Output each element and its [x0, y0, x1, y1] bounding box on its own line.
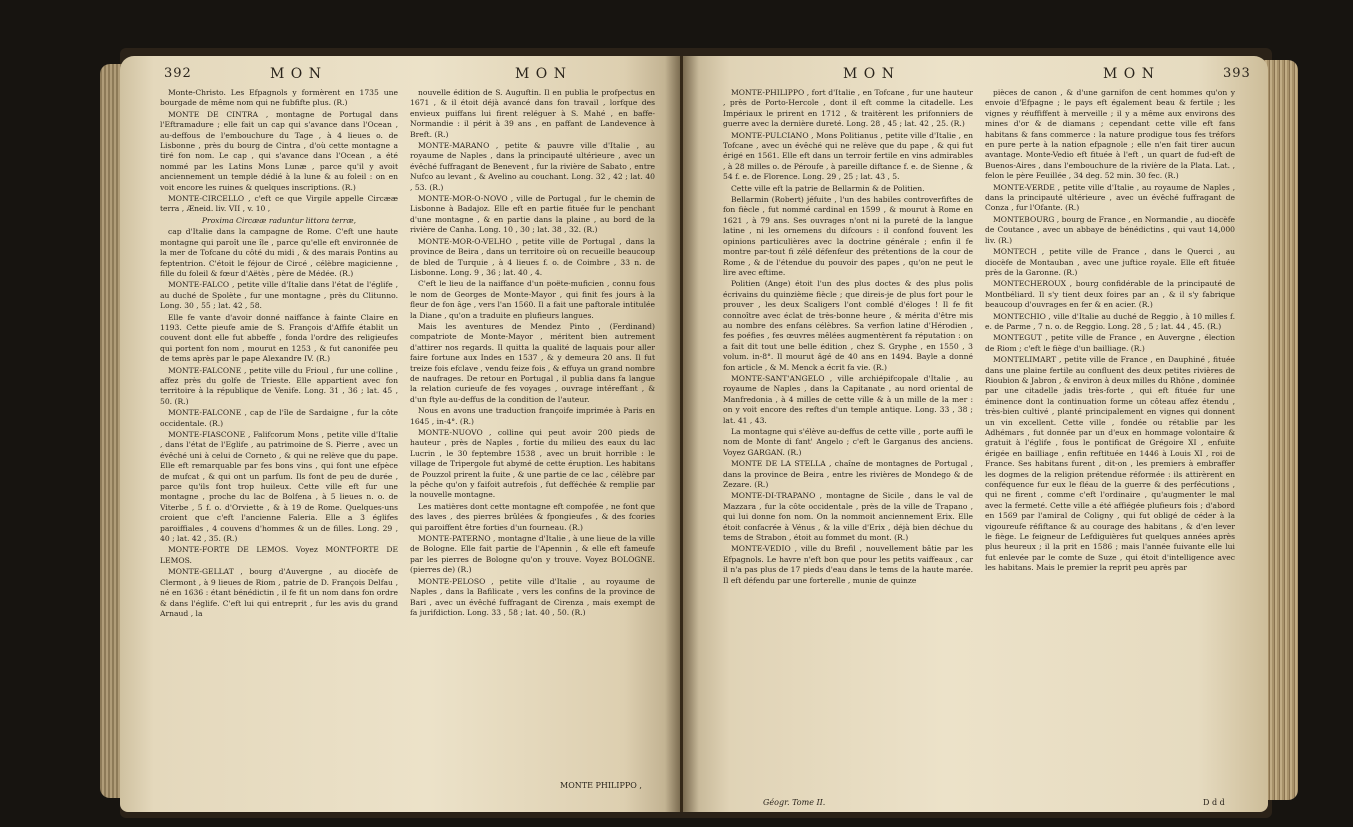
entry: MONTE-FORTE DE LEMOS. Voyez MONTFORTE DE LEMOS. — [160, 545, 398, 565]
left-column-1 — [160, 88, 398, 798]
entry: MONTELIMART , petite ville de France , en Dauphiné , fituée dans une plaine fertile au confluent des deux petites rivières de Rioubion & Jabron , & environ à deux milles du Rhône , dominée par une citadelle jadis très-forte , qui eft fituée fur une éminence dont la continuation forme un côteau affez étendu , très-bien cultivé , planté principalement en vignes qui donnent un vin excellent. Cette ville , fondée ou rétablie par les Adhémars , fut donnée par un d'eux en hommage volontaire & gratuit à l'églife , fous le pontificat de Grégoire XI , enfuite érigée en bailliage , enfin reftituée en 1446 à Louis XI , roi de France. Ses habitans furent , dit-on , les premiers à embraffer les dogmes de la religion prétendue réformée : ils attirèrent en conféquence fur eux le fléau de la guerre & des perfécutions , qui ne firent , comme c'eft l'ordinaire , qu'augmenter le mal avec la fermeté. Cette ville a été affiégée plufieurs fois ; d'abord en 1569 par l'amiral de Coligny , qui fut obligé de céder à la vigoureufe réfiftance & au courage des habitans , & d'en lever le fiège. Le feigneur de Lefdiguières fut quelques années après plus heureux ; il la prit en 1586 ; mais l'année fuivante elle lui fut enlevée par le comte de Suze , qui étoit d'intelligence avec les habitans. Mais le premier la reprit peu après par — [985, 355, 1235, 573]
entry: MONTE-FALCO , petite ville d'Italie dans l'état de l'églife , au duché de Spolète , fur une montagne , près du Clitunno. Long. 30 , 55 ; lat. 42 , 58. — [160, 280, 398, 311]
entry: MONTE-NUOVO , colline qui peut avoir 200 pieds de hauteur , près de Naples , fortie du milieu des eaux du lac Lucrin , le 30 feptembre 1538 , avec un bruit horrible : le village de Tripergole fut abymé de cette éruption. Les habitans de Pouzzol prirent la fuite , & une partie de ce lac , célèbre par la pêche qu'on y faifoit autrefois , fut defféchée & remplie par la nouvelle montagne. — [410, 428, 655, 500]
entry: Cette ville eft la patrie de Bellarmin & de Politien. — [731, 183, 925, 193]
right-catchword: D d d — [1203, 798, 1225, 807]
entry: Nous en avons une traduction françoife imprimée à Paris en 1645 , in-4°. (R.) — [410, 406, 655, 426]
entry: MONTE-CIRCELLO , c'eft ce que Virgile appelle Circææ terra , Æneid. liv. VII , v. 10 , — [160, 194, 398, 214]
entry: MONTE-PULCIANO , Mons Politianus , petite ville d'Italie , en Tofcane , avec un évêché qui ne relève que du pape , & qui fut érigé en 1561. Elle eft dans un terroir fertile en vins admirables , à 28 milles o. de Péroufe , à pareille diftance f. e. de Sienne , & 54 f. e. de Florence. Long. 29 , 25 ; lat. 43 , 5. — [723, 130, 973, 182]
signature-mark: Géogr. Tome II. — [763, 798, 826, 807]
entry: Politien (Ange) étoit l'un des plus doctes & des plus polis écrivains du quinzième fiècle ; que direis-je de plus fort pour le prouver , les deux Scaligers l'ont comblé d'éloges ! Il fe fit connoître avec éclat de très-bonne heure , & mérita d'être mis au nombre des enfans célèbres. Sa verfion latine d'Hérodien , fes poéfies , fes œuvres mêlées augmentèrent fa réputation : on a fait dit tout une belle édition , chez S. Gryphe , en 1550 , 3 volum. in-8°. Il mourut âgé de 40 ans en 1494. Bayle a donné fon article , & M. Menck a écrit fa vie. (R.) — [723, 279, 973, 372]
right-column-2 — [985, 88, 1235, 796]
entry: MONTECH , petite ville de France , dans le Querci , au diocèfe de Montauban , avec une juftice royale. Elle eft fituée près de la Garonne. (R.) — [985, 247, 1235, 277]
left-page — [120, 56, 680, 812]
left-column-2 — [410, 88, 655, 778]
right-page-number: 393 — [1223, 66, 1251, 81]
entry: MONTE-VERDE , petite ville d'Italie , au royaume de Naples , dans la principauté ultérieure , avec un évêché fuffragant de Conza , fur l'Ofante. (R.) — [985, 182, 1235, 213]
entry: MONTE-VEDIO , ville du Brefil , nouvellement bâtie par les Efpagnols. Le havre n'eft bon que pour les petits vaiffeaux , car il n'a pas plus de 17 pieds d'eau dans le tems de la haute marée. Il eft défendu par une forterelle , munie de quinze — [723, 544, 973, 585]
left-catchword: MONTE PHILIPPO , — [560, 781, 642, 790]
entry: MONTE DE LA STELLA , chaîne de montagnes de Portugal , dans la province de Beira , entre les rivières de Mondego & de Zezare. (R.) — [723, 459, 973, 490]
entry: MONTE-MOR-O-NOVO , ville de Portugal , fur le chemin de Lisbonne à Badajoz. Elle eft en partie fituée fur le penchant d'une montagne , & en partie dans la plaine , au bord de la rivière de Canha. Long. 10 , 30 ; lat. 38 , 32. (R.) — [410, 194, 655, 235]
right-column-1 — [723, 88, 973, 800]
entry: Monte-Christo. Les Efpagnols y formèrent en 1735 une bourgade de même nom qui ne fubfifte plus. (R.) — [160, 88, 398, 108]
left-running-head-2: M O N — [515, 66, 567, 82]
entry: MONTE-PATERNO , montagne d'Italie , à une lieue de la ville de Bologne. Elle fait partie de l'Apennin , & elle eft fameufe par les pierres de Bologne qu'on y trouve. Voyez BOLOGNE. (pierres de) (R.) — [410, 534, 655, 575]
entry: Les matières dont cette montagne eft compofée , ne font que des laves , des pierres brûlées & fpongieufes , & des fcories qui paroiffent être forties d'un fourneau. (R.) — [410, 501, 655, 532]
entry: MONTE-SANT'ANGELO , ville archiépifcopale d'Italie , au royaume de Naples , dans la Capitanate , au nord oriental de Manfredonia , à 4 milles de cette ville & à un mille de la mer : on y voit encore des reftes d'un temple antique. Long. 33 , 38 ; lat. 41 , 43. — [723, 373, 973, 425]
entry: pièces de canon , & d'une garnifon de cent hommes qu'on y envoie d'Efpagne ; le pays eft également beau & fertile ; les vignes y réuffiffent à merveille ; il y a même aux environs des mines d'or & de diamans ; cependant cette ville eft fans habitans & fans commerce : la nature prodigue tous fes tréfors en pure perte à la nation efpagnole ; elle n'en fait tirer aucun avantage. Monte-Vedio eft fituée à l'eft , un quart de fud-eft de Buenos-Aires , dans l'embouchure de la rivière de la Plata. Lat. , felon le père Feuillée , 34 deg. 52 min. 30 fec. (R.) — [985, 88, 1235, 181]
right-running-head-2: M O N — [1103, 66, 1155, 82]
entry: cap d'Italie dans la campagne de Rome. C'eft une haute montagne qui paroît une île , parce qu'elle eft environnée de la mer de Tofcane du côté du midi , & des marais Pontins au feptentrion. C'étoit le féjour de Circé , célèbre magicienne , fille du foleil & fœur d'Aëtès , père de Médée. (R.) — [160, 227, 398, 278]
entry: MONTE-MARANO , petite & pauvre ville d'Italie , au royaume de Naples , dans la principauté ultérieure , avec un évêché fuffragant de Benevent , fur la rivière de Sabato , entre Nufco au levant , & Avelino au couchant. Long. 32 , 42 ; lat. 40 , 53. (R.) — [410, 141, 655, 192]
entry: C'eft le lieu de la naiffance d'un poëte-muficien , connu fous le nom de Georges de Monte-Mayor , qui finit fes jours à la fleur de fon âge , vers l'an 1560. Il a fait une paftorale intitulée la Diane , qu'on a traduite en plufieurs langues. — [410, 279, 655, 320]
entry: MONTE-FALCONE , petite ville du Frioul , fur une colline , affez près du golfe de Trieste. Elle appartient avec fon territoire à la république de Venife. Long. 31 , 36 ; lat. 45 , 50. (R.) — [160, 365, 398, 406]
left-running-head-1: M O N — [270, 66, 322, 82]
entry: MONTE-PELOSO , petite ville d'Italie , au royaume de Naples , dans la Bafilicate , vers les confins de la province de Bari , avec un évêché fuffragant de Cirenza , mais exempt de fa jurifdiction. Long. 33 , 58 ; lat. 40 , 50. (R.) — [410, 576, 655, 617]
entry: MONTECHIO , ville d'Italie au duché de Reggio , à 10 milles f. e. de Parme , 7 n. o. de Reggio. Long. 28 , 5 ; lat. 44 , 45. (R.) — [985, 311, 1235, 331]
entry: MONTE-MOR-O-VELHO , petite ville de Portugal , dans la province de Beira , dans un territoire où on recueille beaucoup de bled de Turquie , à 4 lieues f. o. de Coimbre , 33 n. de Lisbonne. Long. 9 , 36 ; lat. 40 , 4. — [410, 236, 655, 277]
entry: Mais les aventures de Mendez Pinto , (Ferdinand) compatriote de Monte-Mayor , méritent bien autrement d'attirer nos regards. Il quitta la qualité de laquais pour aller faire fortune aux Indes en 1537 , & y demeura 20 ans. Il fut treize fois efclave , vendu feize fois , & effuya un grand nombre de naufrages. De retour en Portugal , il publia dans fa langue la relation curieufe de fes voyages , ouvrage intéreffant , & d'un ftyle au-deffus de la condition de l'auteur. — [410, 321, 655, 404]
entry: nouvelle édition de S. Auguftin. Il en publia le profpectus en 1671 , & il étoit déjà avancé dans fon travail , lorfque des envieux puiffans lui firent reléguer à S. Mahé , en baffe-Normandie : il périt à 39 ans , en paffant de Landevence à Breft. (R.) — [410, 88, 655, 139]
right-page — [683, 56, 1268, 812]
left-page-number: 392 — [164, 66, 192, 81]
entry: MONTEGUT , petite ville de France , en Auvergne , élection de Riom ; c'eft le fiège d'un bailliage. (R.) — [985, 333, 1235, 353]
right-running-head-1: M O N — [843, 66, 895, 82]
entry: MONTE-GELLAT , bourg d'Auvergne , au diocèfe de Clermont , à 9 lieues de Riom , patrie de D. François Delfau , né en 1636 : étant bénédictin , il fe fit un nom dans fon ordre & dans l'églife. C'eft lui qui entreprit , fur les avis du grand Arnaud , la — [160, 567, 398, 618]
entry: MONTE-FALCONE , cap de l'île de Sardaigne , fur la côte occidentale. (R.) — [160, 408, 398, 428]
entry: La montagne qui s'élève au-deffus de cette ville , porte auffi le nom de Monte di fant' Angelo ; c'eft le Garganus des anciens. Voyez GARGAN. (R.) — [723, 427, 973, 457]
entry: MONTE-PHILIPPO , fort d'Italie , en Tofcane , fur une hauteur , près de Porto-Hercole , dont il eft comme la citadelle. Les Impériaux le prirent en 1712 , & traitèrent les prifonniers de guerre avec la dernière dureté. Long. 28 , 45 ; lat. 42 , 25. (R.) — [723, 88, 973, 129]
entry: MONTE DE CINTRA , montagne de Portugal dans l'Eftramadure ; elle fait un cap qui s'avance dans l'Ocean , au-deffous de l'embouchure du Tage , à 4 lieues o. de Lisbonne , près du bourg de Cintra , d'où cette montagne a tiré fon nom. Le cap , qui s'avance dans l'Ocean , a été nommé par les Latins Mons Lunæ , parce qu'il y avoit anciennement un temple dédié à la lune & au foleil : on en voit encore les ruines & quelques inscriptions. (R.) — [160, 109, 398, 192]
entry: Elle fe vante d'avoir donné naiffance à fainte Claire en 1193. Cette pieufe amie de S. François d'Affife établit un couvent dont elle fut abbeffe , fonda l'ordre des religieufes qui portent fon nom , mourut en 1253 , & fut canonifée peu de tems après par le pape Alexandre IV. (R.) — [160, 312, 398, 364]
entry: MONTECHEROUX , bourg confidérable de la principauté de Montbéliard. Il s'y tient deux foires par an , & il s'y fabrique beaucoup d'ouvrages en fer & en acier. (R.) — [985, 279, 1235, 310]
verse-quote: Proxima Circææ raduntur littora terræ, — [201, 215, 357, 225]
entry: MONTEBOURG , bourg de France , en Normandie , au diocèfe de Coutance , avec un abbaye de bénédictins , qui vaut 14,000 liv. (R.) — [985, 214, 1235, 245]
left-fore-edge — [100, 64, 122, 798]
entry: Bellarmin (Robert) jéfuite , l'un des habiles controverfiftes de fon fiècle , fut nommé cardinal en 1599 , & mourut à Rome en 1621 , à 79 ans. Ses ouvrages n'ont ni la pureté de la langue latine , ni les ornemens du difcours : il confond fouvent les opinions particulières avec la doctrine générale ; enfin il fe montre par-tout fi zélé défenfeur des prétentions de la cour de Rome , & de l'étendue du pouvoir des papes , qu'on ne peut le lire avec eftime. — [723, 195, 973, 277]
entry: MONTE-FIASCONE , Falifcorum Mons , petite ville d'Italie , dans l'état de l'Eglife , au patrimoine de S. Pierre , avec un évêché uni à celui de Corneto , & qui ne relève que du pape. Elle eft remarquable par fes bons vins , qui font une efpèce de mufcat , & qui ont un parfum. Ils font de peu de durée , parce qu'ils font trop huileux. Cette ville eft fur une montagne , proche du lac de Bolfena , à 5 lieues n. o. de Viterbe , 5 f. o. d'Orviette , & à 19 de Rome. Quelques-uns croient que c'eft l'ancienne Faleria. Elle a 3 églifes paroiffiales , 4 couvens d'hommes & un de filles. Long. 29 , 40 ; lat. 42 , 35. (R.) — [160, 430, 398, 544]
entry: MONTE-DI-TRAPANO , montagne de Sicile , dans le val de Mazzara , fur la côte occidentale , près de la ville de Trapano , qui lui donne fon nom. On la nommoit anciennement Erix. Elle étoit confacrée à Vénus , & la ville d'Erix , déjà bien déchue du tems de Strabon , étoit au fommet du mont. (R.) — [723, 491, 973, 543]
